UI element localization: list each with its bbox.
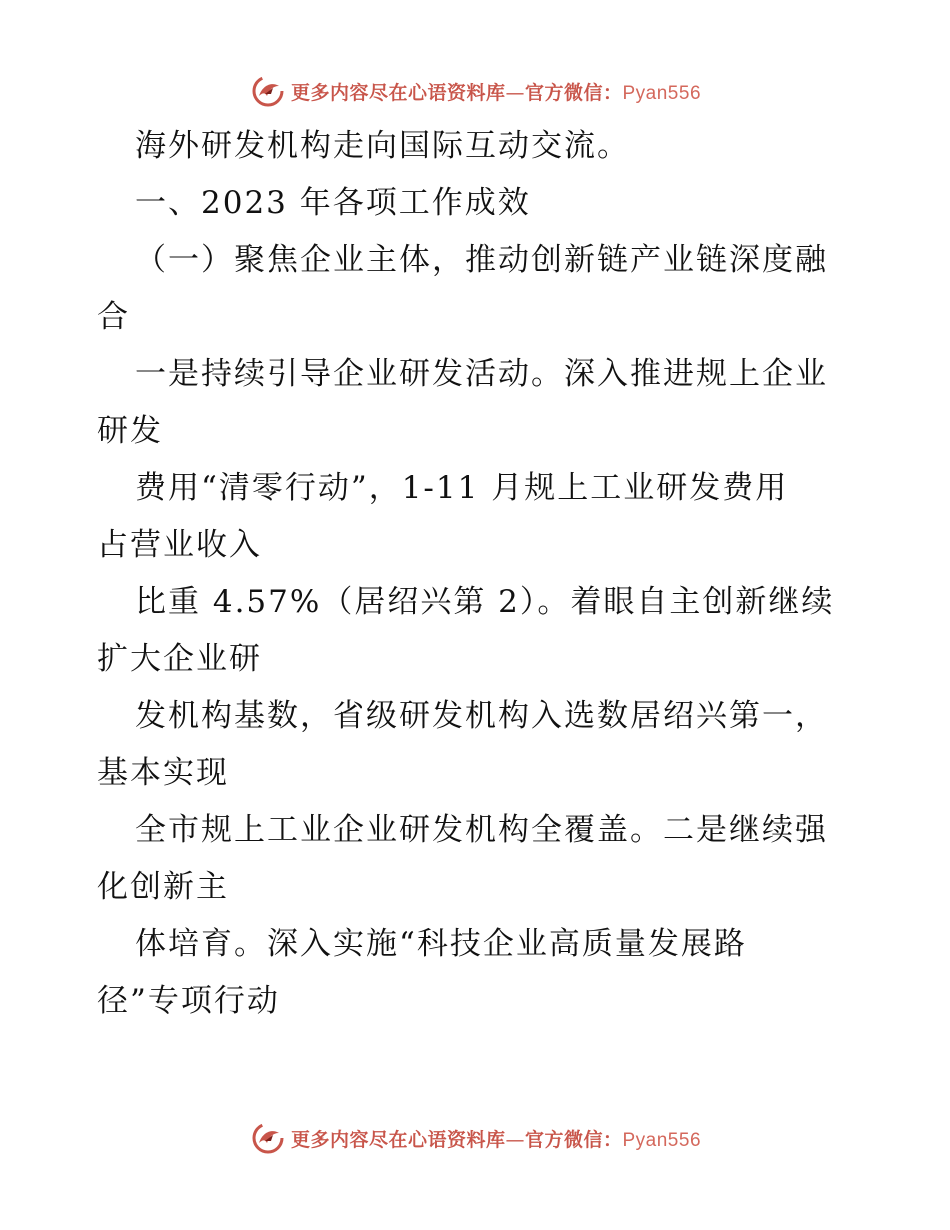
paragraph-line-wrap: 化创新主: [97, 869, 229, 905]
paragraph-line: 全市规上工业企业研发机构全覆盖。二是继续强: [135, 812, 828, 848]
paragraph-line: 一是持续引导企业研发活动。深入推进规上企业: [135, 356, 828, 392]
paragraph-line-wrap: 占营业收入: [97, 527, 262, 563]
subsection-heading: （一）聚焦企业主体，推动创新链产业链深度融: [135, 242, 828, 278]
section-heading: 一、2023 年各项工作成效: [135, 185, 531, 221]
paragraph-line-wrap: 扩大企业研: [97, 641, 262, 677]
watermark-text: 更多内容尽在心语资料库—官方微信：Pyan556: [290, 1128, 702, 1151]
paragraph-line: 海外研发机构走向国际互动交流。: [135, 128, 630, 164]
phoenix-logo-icon: [251, 74, 285, 108]
paragraph-line-wrap: 研发: [97, 413, 163, 449]
watermark-text: 更多内容尽在心语资料库—官方微信：Pyan556: [290, 81, 702, 104]
document-body: [97, 118, 857, 1030]
paragraph-line: 比重 4.57%（居绍兴第 2）。着眼自主创新继续: [135, 584, 835, 620]
footer-watermark: [0, 1118, 950, 1158]
paragraph-line: 发机构基数，省级研发机构入选数居绍兴第一，: [135, 698, 828, 734]
header-watermark: [0, 71, 950, 111]
paragraph-line: 体培育。深入实施“科技企业高质量发展路: [135, 926, 747, 962]
phoenix-logo-icon: [251, 1121, 285, 1155]
subsection-heading-wrap: 合: [97, 299, 130, 335]
paragraph-line: 费用“清零行动”，1-11 月规上工业研发费用: [135, 470, 789, 506]
paragraph-line-wrap: 径”专项行动: [97, 983, 280, 1019]
paragraph-line-wrap: 基本实现: [97, 755, 229, 791]
